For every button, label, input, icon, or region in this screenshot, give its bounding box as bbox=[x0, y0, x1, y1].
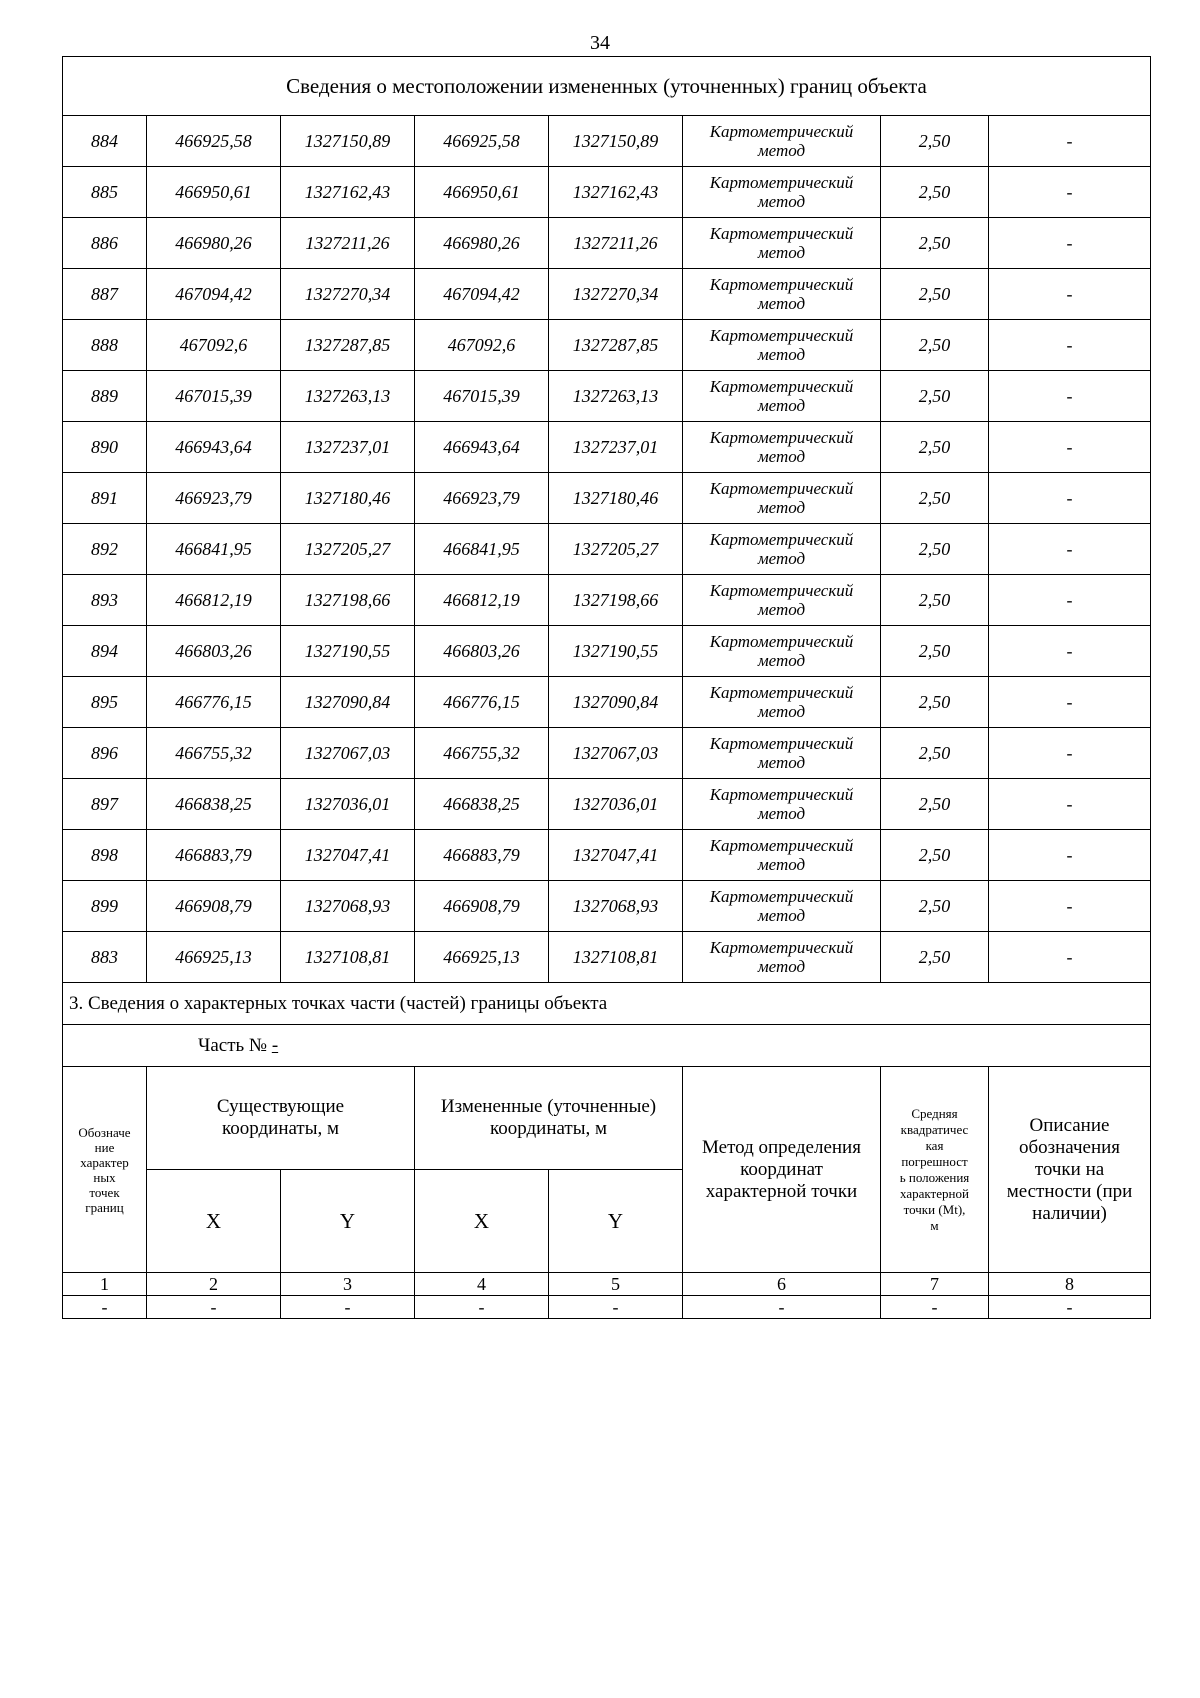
header-line: точки на bbox=[1034, 1158, 1105, 1180]
error-cell: 2,50 bbox=[881, 167, 989, 218]
point-number-cell: 888 bbox=[63, 320, 147, 371]
changed-y-cell: 1327162,43 bbox=[549, 167, 683, 218]
changed-y-cell: 1327205,27 bbox=[549, 524, 683, 575]
method-cell bbox=[683, 932, 881, 983]
error-cell: 2,50 bbox=[881, 728, 989, 779]
changed-x-cell: 466841,95 bbox=[415, 524, 549, 575]
method-line: метод bbox=[757, 651, 806, 670]
header-axis-x-2: X bbox=[415, 1170, 549, 1273]
existing-x-cell: 466943,64 bbox=[147, 422, 281, 473]
point-number-cell: 884 bbox=[63, 116, 147, 167]
table-row bbox=[63, 626, 1151, 677]
error-cell: 2,50 bbox=[881, 677, 989, 728]
method-line: метод bbox=[757, 345, 806, 364]
error-cell: 2,50 bbox=[881, 626, 989, 677]
point-number-cell: 891 bbox=[63, 473, 147, 524]
existing-x-cell: 467092,6 bbox=[147, 320, 281, 371]
method-line: Картометрический bbox=[709, 479, 854, 498]
error-cell: 2,50 bbox=[881, 320, 989, 371]
description-cell: - bbox=[989, 881, 1151, 932]
changed-y-cell: 1327067,03 bbox=[549, 728, 683, 779]
point-number-cell: 899 bbox=[63, 881, 147, 932]
header-line: ных bbox=[93, 1169, 116, 1185]
table-row bbox=[63, 167, 1151, 218]
changed-y-cell: 1327287,85 bbox=[549, 320, 683, 371]
existing-x-cell: 466755,32 bbox=[147, 728, 281, 779]
point-number-cell: 897 bbox=[63, 779, 147, 830]
description-cell: - bbox=[989, 320, 1151, 371]
method-cell bbox=[683, 116, 881, 167]
description-cell: - bbox=[989, 116, 1151, 167]
method-line: метод bbox=[757, 600, 806, 619]
method-cell bbox=[683, 320, 881, 371]
header-line: Метод определения bbox=[702, 1136, 861, 1158]
section-3-title: 3. Сведения о характерных точках части (частей) границы объекта bbox=[63, 983, 1151, 1025]
existing-y-cell: 1327162,43 bbox=[281, 167, 415, 218]
existing-y-cell: 1327068,93 bbox=[281, 881, 415, 932]
page-number: 34 bbox=[590, 32, 610, 54]
changed-y-cell: 1327068,93 bbox=[549, 881, 683, 932]
existing-y-cell: 1327270,34 bbox=[281, 269, 415, 320]
part-number-row bbox=[63, 1025, 1151, 1067]
method-cell bbox=[683, 371, 881, 422]
existing-y-cell: 1327067,03 bbox=[281, 728, 415, 779]
existing-x-cell: 467015,39 bbox=[147, 371, 281, 422]
changed-x-cell: 466838,25 bbox=[415, 779, 549, 830]
description-cell: - bbox=[989, 422, 1151, 473]
method-cell bbox=[683, 779, 881, 830]
changed-x-cell: 466950,61 bbox=[415, 167, 549, 218]
method-cell bbox=[683, 524, 881, 575]
existing-x-cell: 466923,79 bbox=[147, 473, 281, 524]
changed-y-cell: 1327090,84 bbox=[549, 677, 683, 728]
header-line: координаты, м bbox=[221, 1118, 340, 1139]
header-description bbox=[989, 1067, 1151, 1273]
changed-y-cell: 1327180,46 bbox=[549, 473, 683, 524]
method-line: метод bbox=[757, 804, 806, 823]
description-cell: - bbox=[989, 728, 1151, 779]
header-line: Описание bbox=[1029, 1114, 1110, 1136]
header-changed-coords bbox=[415, 1067, 683, 1170]
error-cell: 2,50 bbox=[881, 575, 989, 626]
header-line: Средняя bbox=[911, 1105, 958, 1121]
method-line: Картометрический bbox=[709, 326, 854, 345]
existing-y-cell: 1327047,41 bbox=[281, 830, 415, 881]
description-cell: - bbox=[989, 830, 1151, 881]
changed-x-cell: 466755,32 bbox=[415, 728, 549, 779]
column-number-cell: 8 bbox=[989, 1273, 1151, 1296]
header-line: точек bbox=[89, 1184, 120, 1200]
method-line: метод bbox=[757, 192, 806, 211]
existing-x-cell: 467094,42 bbox=[147, 269, 281, 320]
method-line: Картометрический bbox=[709, 428, 854, 447]
method-cell bbox=[683, 626, 881, 677]
method-line: метод bbox=[757, 498, 806, 517]
method-cell bbox=[683, 677, 881, 728]
description-cell: - bbox=[989, 218, 1151, 269]
point-number-cell: 886 bbox=[63, 218, 147, 269]
changed-y-cell: 1327237,01 bbox=[549, 422, 683, 473]
method-cell bbox=[683, 218, 881, 269]
existing-x-cell: 466980,26 bbox=[147, 218, 281, 269]
empty-value-cell: - bbox=[63, 1296, 147, 1319]
changed-y-cell: 1327150,89 bbox=[549, 116, 683, 167]
empty-value-cell: - bbox=[683, 1296, 881, 1319]
description-cell: - bbox=[989, 575, 1151, 626]
existing-x-cell: 466908,79 bbox=[147, 881, 281, 932]
method-cell bbox=[683, 575, 881, 626]
method-line: метод bbox=[757, 753, 806, 772]
changed-x-cell: 467092,6 bbox=[415, 320, 549, 371]
method-line: метод bbox=[757, 957, 806, 976]
method-line: метод bbox=[757, 294, 806, 313]
description-cell: - bbox=[989, 473, 1151, 524]
method-cell bbox=[683, 830, 881, 881]
existing-x-cell: 466925,58 bbox=[147, 116, 281, 167]
existing-y-cell: 1327205,27 bbox=[281, 524, 415, 575]
point-number-cell: 895 bbox=[63, 677, 147, 728]
method-line: метод bbox=[757, 702, 806, 721]
method-cell bbox=[683, 167, 881, 218]
error-cell: 2,50 bbox=[881, 932, 989, 983]
table-row bbox=[63, 728, 1151, 779]
table-row bbox=[63, 932, 1151, 983]
changed-x-cell: 466943,64 bbox=[415, 422, 549, 473]
header-line: границ bbox=[85, 1199, 124, 1215]
changed-y-cell: 1327108,81 bbox=[549, 932, 683, 983]
description-cell: - bbox=[989, 371, 1151, 422]
changed-y-cell: 1327047,41 bbox=[549, 830, 683, 881]
method-line: метод bbox=[757, 141, 806, 160]
changed-x-cell: 466908,79 bbox=[415, 881, 549, 932]
changed-y-cell: 1327036,01 bbox=[549, 779, 683, 830]
changed-x-cell: 467015,39 bbox=[415, 371, 549, 422]
existing-y-cell: 1327211,26 bbox=[281, 218, 415, 269]
method-cell bbox=[683, 422, 881, 473]
changed-y-cell: 1327198,66 bbox=[549, 575, 683, 626]
method-line: Картометрический bbox=[709, 785, 854, 804]
existing-x-cell: 466841,95 bbox=[147, 524, 281, 575]
method-line: Картометрический bbox=[709, 173, 854, 192]
table-row bbox=[63, 779, 1151, 830]
description-cell: - bbox=[989, 626, 1151, 677]
error-cell: 2,50 bbox=[881, 881, 989, 932]
header-line: ние bbox=[94, 1139, 115, 1155]
header-line: координат bbox=[740, 1158, 823, 1180]
empty-value-cell: - bbox=[415, 1296, 549, 1319]
method-line: Картометрический bbox=[709, 581, 854, 600]
existing-y-cell: 1327108,81 bbox=[281, 932, 415, 983]
point-number-cell: 885 bbox=[63, 167, 147, 218]
column-number-cell: 6 bbox=[683, 1273, 881, 1296]
header-line: координаты, м bbox=[489, 1118, 608, 1139]
changed-x-cell: 466923,79 bbox=[415, 473, 549, 524]
existing-x-cell: 466812,19 bbox=[147, 575, 281, 626]
part-label: Часть № bbox=[198, 1034, 268, 1056]
method-line: Картометрический bbox=[709, 683, 854, 702]
description-cell: - bbox=[989, 524, 1151, 575]
description-cell: - bbox=[989, 932, 1151, 983]
changed-y-cell: 1327270,34 bbox=[549, 269, 683, 320]
header-line: местности (при bbox=[1006, 1180, 1133, 1202]
method-cell bbox=[683, 728, 881, 779]
table-row bbox=[63, 881, 1151, 932]
method-line: метод bbox=[757, 243, 806, 262]
changed-y-cell: 1327190,55 bbox=[549, 626, 683, 677]
point-number-cell: 892 bbox=[63, 524, 147, 575]
error-cell: 2,50 bbox=[881, 116, 989, 167]
header-existing-coords bbox=[147, 1067, 415, 1170]
method-line: метод bbox=[757, 447, 806, 466]
part-value: - bbox=[271, 1034, 279, 1056]
description-cell: - bbox=[989, 167, 1151, 218]
empty-value-cell: - bbox=[549, 1296, 683, 1319]
header-error bbox=[881, 1067, 989, 1273]
table-row bbox=[63, 116, 1151, 167]
existing-y-cell: 1327036,01 bbox=[281, 779, 415, 830]
existing-x-cell: 466950,61 bbox=[147, 167, 281, 218]
header-line: м bbox=[930, 1217, 939, 1233]
description-cell: - bbox=[989, 779, 1151, 830]
existing-x-cell: 466925,13 bbox=[147, 932, 281, 983]
method-line: метод bbox=[757, 396, 806, 415]
point-number-cell: 887 bbox=[63, 269, 147, 320]
column-number-cell: 3 bbox=[281, 1273, 415, 1296]
existing-y-cell: 1327198,66 bbox=[281, 575, 415, 626]
table-row bbox=[63, 473, 1151, 524]
error-cell: 2,50 bbox=[881, 779, 989, 830]
method-cell bbox=[683, 881, 881, 932]
error-cell: 2,50 bbox=[881, 269, 989, 320]
table-row bbox=[63, 422, 1151, 473]
changed-x-cell: 466776,15 bbox=[415, 677, 549, 728]
method-line: Картометрический bbox=[709, 122, 854, 141]
point-number-cell: 883 bbox=[63, 932, 147, 983]
method-line: Картометрический bbox=[709, 734, 854, 753]
table-row bbox=[63, 575, 1151, 626]
method-line: метод bbox=[757, 549, 806, 568]
header-line: Обозначе bbox=[78, 1124, 131, 1140]
changed-x-cell: 466883,79 bbox=[415, 830, 549, 881]
existing-y-cell: 1327180,46 bbox=[281, 473, 415, 524]
changed-x-cell: 466980,26 bbox=[415, 218, 549, 269]
empty-value-cell: - bbox=[881, 1296, 989, 1319]
header-line: характерной точки bbox=[705, 1180, 858, 1202]
error-cell: 2,50 bbox=[881, 371, 989, 422]
description-cell: - bbox=[989, 677, 1151, 728]
existing-x-cell: 466838,25 bbox=[147, 779, 281, 830]
method-cell bbox=[683, 269, 881, 320]
existing-x-cell: 466883,79 bbox=[147, 830, 281, 881]
changed-y-cell: 1327263,13 bbox=[549, 371, 683, 422]
point-number-cell: 896 bbox=[63, 728, 147, 779]
existing-y-cell: 1327190,55 bbox=[281, 626, 415, 677]
method-line: Картометрический bbox=[709, 632, 854, 651]
existing-y-cell: 1327263,13 bbox=[281, 371, 415, 422]
point-number-cell: 893 bbox=[63, 575, 147, 626]
point-number-cell: 894 bbox=[63, 626, 147, 677]
method-line: Картометрический bbox=[709, 224, 854, 243]
header-line: погрешност bbox=[901, 1153, 968, 1169]
table-row bbox=[63, 524, 1151, 575]
changed-x-cell: 467094,42 bbox=[415, 269, 549, 320]
table-row bbox=[63, 371, 1151, 422]
existing-x-cell: 466803,26 bbox=[147, 626, 281, 677]
method-line: Картометрический bbox=[709, 275, 854, 294]
error-cell: 2,50 bbox=[881, 830, 989, 881]
column-number-cell: 7 bbox=[881, 1273, 989, 1296]
table-row bbox=[63, 830, 1151, 881]
header-line: наличии) bbox=[1032, 1202, 1107, 1224]
error-cell: 2,50 bbox=[881, 422, 989, 473]
existing-x-cell: 466776,15 bbox=[147, 677, 281, 728]
table-title: Сведения о местоположении измененных (уточненных) границ объекта bbox=[63, 57, 1151, 116]
header-point-designation bbox=[63, 1067, 147, 1273]
boundary-table bbox=[62, 56, 1151, 1319]
header-method bbox=[683, 1067, 881, 1273]
error-cell: 2,50 bbox=[881, 524, 989, 575]
method-line: метод bbox=[757, 906, 806, 925]
header-axis-y-1: Y bbox=[281, 1170, 415, 1273]
method-line: Картометрический bbox=[709, 530, 854, 549]
header-line: характер bbox=[80, 1154, 129, 1170]
existing-y-cell: 1327287,85 bbox=[281, 320, 415, 371]
column-number-cell: 1 bbox=[63, 1273, 147, 1296]
header-axis-x-0: X bbox=[147, 1170, 281, 1273]
empty-value-cell: - bbox=[147, 1296, 281, 1319]
empty-value-cell: - bbox=[281, 1296, 415, 1319]
header-line: Измененные (уточненные) bbox=[440, 1096, 657, 1117]
error-cell: 2,50 bbox=[881, 473, 989, 524]
column-number-cell: 5 bbox=[549, 1273, 683, 1296]
empty-value-cell: - bbox=[989, 1296, 1151, 1319]
table-row bbox=[63, 677, 1151, 728]
table-row bbox=[63, 269, 1151, 320]
description-cell: - bbox=[989, 269, 1151, 320]
method-cell bbox=[683, 473, 881, 524]
point-number-cell: 898 bbox=[63, 830, 147, 881]
header-line: характерной bbox=[900, 1185, 969, 1201]
column-number-cell: 4 bbox=[415, 1273, 549, 1296]
point-number-cell: 890 bbox=[63, 422, 147, 473]
changed-x-cell: 466803,26 bbox=[415, 626, 549, 677]
header-line: обозначения bbox=[1018, 1136, 1121, 1158]
header-line: ь положения bbox=[899, 1169, 970, 1185]
changed-x-cell: 466925,13 bbox=[415, 932, 549, 983]
existing-y-cell: 1327090,84 bbox=[281, 677, 415, 728]
header-line: кая bbox=[925, 1137, 944, 1153]
changed-x-cell: 466925,58 bbox=[415, 116, 549, 167]
table-row bbox=[63, 218, 1151, 269]
point-number-cell: 889 bbox=[63, 371, 147, 422]
method-line: Картометрический bbox=[709, 377, 854, 396]
existing-y-cell: 1327150,89 bbox=[281, 116, 415, 167]
header-line: квадратичес bbox=[900, 1121, 969, 1137]
method-line: метод bbox=[757, 855, 806, 874]
method-line: Картометрический bbox=[709, 887, 854, 906]
method-line: Картометрический bbox=[709, 938, 854, 957]
column-number-cell: 2 bbox=[147, 1273, 281, 1296]
header-line: точки (Mt), bbox=[903, 1201, 966, 1217]
changed-x-cell: 466812,19 bbox=[415, 575, 549, 626]
method-line: Картометрический bbox=[709, 836, 854, 855]
changed-y-cell: 1327211,26 bbox=[549, 218, 683, 269]
error-cell: 2,50 bbox=[881, 218, 989, 269]
existing-y-cell: 1327237,01 bbox=[281, 422, 415, 473]
header-line: Существующие bbox=[216, 1096, 345, 1117]
header-axis-y-3: Y bbox=[549, 1170, 683, 1273]
table-row bbox=[63, 320, 1151, 371]
